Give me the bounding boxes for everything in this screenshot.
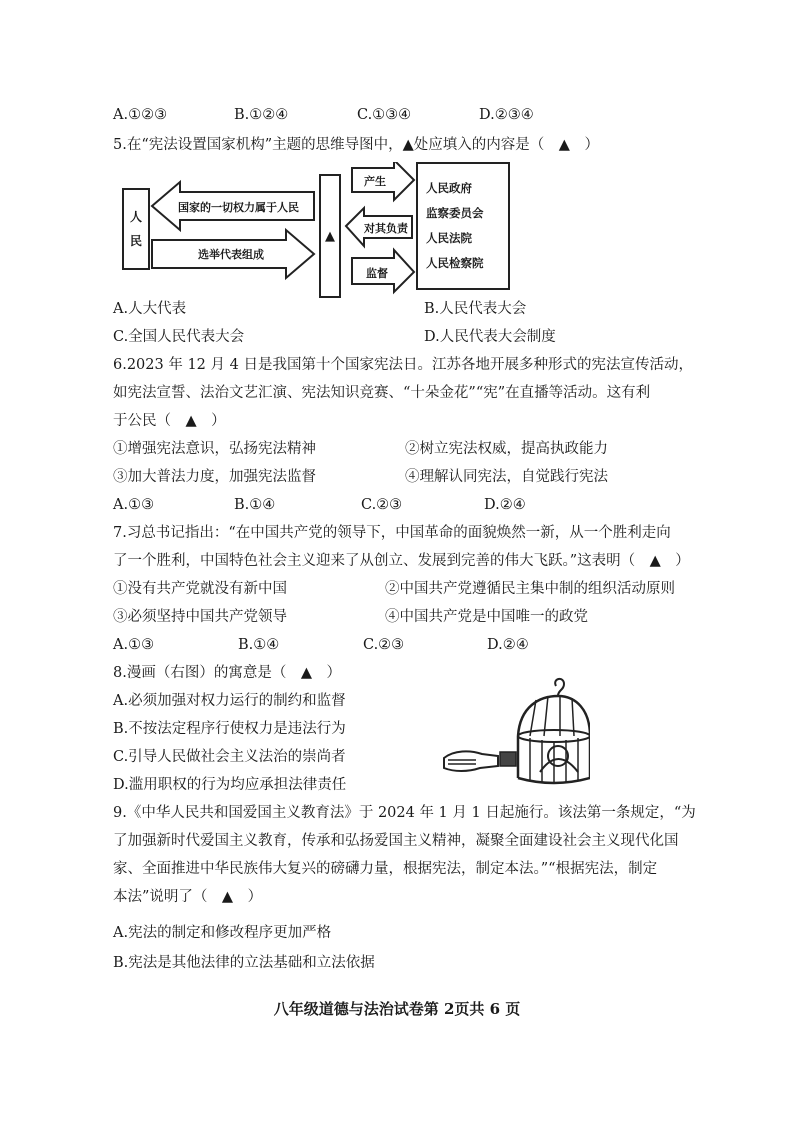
q7-option-c: C.②③: [363, 637, 405, 653]
q9-line-4: 本法”说明了（ ▲ ）: [113, 889, 263, 905]
q4-option-b: B.①②④: [234, 107, 289, 123]
q7-item-2: ②中国共产党遵循民主集中制的组织活动原则: [385, 581, 675, 597]
arrow-top-label: 国家的一切权力属于人民: [178, 201, 299, 214]
organ-procuratorate: 人民检察院: [426, 256, 484, 270]
q7-option-b: B.①④: [238, 637, 280, 653]
q5-option-a: A.人大代表: [113, 301, 187, 317]
q5-option-b: B.人民代表大会: [424, 301, 527, 317]
q9-line-1: 9.《中华人民共和国爱国主义教育法》于 2024 年 1 月 1 日起施行。该法第一条规定，“为: [113, 805, 696, 821]
people-char-2: 民: [129, 234, 142, 248]
q7-option-d: D.②④: [487, 637, 529, 653]
q6-option-c: C.②③: [361, 497, 403, 513]
q5-option-d: D.人民代表大会制度: [424, 329, 556, 345]
produce-label: 产生: [364, 175, 386, 188]
q6-item-1: ①增强宪法意识，弘扬宪法精神: [113, 441, 316, 457]
q9-option-b: B.宪法是其他法律的立法基础和立法依据: [113, 955, 375, 971]
q5-mind-map: [118, 162, 510, 300]
organ-supervision: 监察委员会: [426, 206, 484, 220]
q6-option-b: B.①④: [234, 497, 276, 513]
arrow-bottom-label: 选举代表组成: [198, 248, 264, 261]
q6-option-d: D.②④: [484, 497, 526, 513]
q4-option-a: A.①②③: [113, 107, 168, 123]
q4-option-c: C.①③④: [357, 107, 412, 123]
q6-line-3: 于公民（ ▲ ）: [113, 413, 226, 429]
cartoon-cage-image: [440, 676, 590, 788]
q8-option-a: A.必须加强对权力运行的制约和监督: [113, 693, 346, 709]
q9-line-3: 家、全面推进中华民族伟大复兴的磅礴力量，根据宪法，制定本法。”“根据宪法，制定: [113, 861, 658, 877]
people-box: [122, 188, 150, 270]
q5-stem: 5.在“宪法设置国家机构”主题的思维导图中，▲处应填入的内容是（ ▲ ）: [113, 137, 599, 153]
q6-option-a: A.①③: [113, 497, 155, 513]
q8-option-d: D.滥用职权的行为均应承担法律责任: [113, 777, 347, 793]
q7-item-4: ④中国共产党是中国唯一的政党: [385, 609, 588, 625]
q7-item-1: ①没有共产党就没有新中国: [113, 581, 287, 597]
q7-item-3: ③必须坚持中国共产党领导: [113, 609, 287, 625]
q7-line-1: 7.习总书记指出：“在中国共产党的领导下，中国革命的面貌焕然一新，从一个胜利走向: [113, 525, 671, 541]
organ-government: 人民政府: [426, 181, 472, 195]
q6-line-2: 如宪法宣誓、法治文艺汇演、宪法知识竞赛、“十朵金花”“宪”在直播等活动。这有利: [113, 385, 651, 401]
state-organs-box: [416, 162, 510, 290]
q6-line-1: 6.2023 年 12 月 4 日是我国第十个国家宪法日。江苏各地开展多种形式的宪法宣传活动，: [113, 357, 693, 373]
q8-option-b: B.不按法定程序行使权力是违法行为: [113, 721, 346, 737]
q7-line-2: 了一个胜利，中国特色社会主义迎来了从创立、发展到完善的伟大飞跃。”这表明（ ▲ ）: [113, 553, 690, 569]
q6-item-2: ②树立宪法权威，提高执政能力: [405, 441, 608, 457]
organ-court: 人民法院: [426, 231, 472, 245]
q9-option-a: A.宪法的制定和修改程序更加严格: [113, 925, 332, 941]
q8-stem: 8.漫画（右图）的寓意是（ ▲ ）: [113, 665, 341, 681]
q6-item-4: ④理解认同宪法，自觉践行宪法: [405, 469, 608, 485]
q8-option-c: C.引导人民做社会主义法治的崇尚者: [113, 749, 346, 765]
q7-option-a: A.①③: [113, 637, 155, 653]
supervise-label: 监督: [366, 267, 388, 280]
q5-option-c: C.全国人民代表大会: [113, 329, 245, 345]
q9-line-2: 了加强新时代爱国主义教育，传承和弘扬爱国主义精神，凝聚全面建设社会主义现代化国: [113, 833, 679, 849]
people-char-1: 人: [129, 210, 142, 224]
q6-item-3: ③加大普法力度，加强宪法监督: [113, 469, 316, 485]
center-blank-box: [319, 174, 341, 298]
page-footer: 八年级道德与法治试卷第 2页共 6 页: [273, 1000, 521, 1018]
q4-option-d: D.②③④: [479, 107, 534, 123]
responsible-label: 对其负责: [364, 222, 408, 235]
center-blank-mark: ▲: [325, 228, 335, 244]
